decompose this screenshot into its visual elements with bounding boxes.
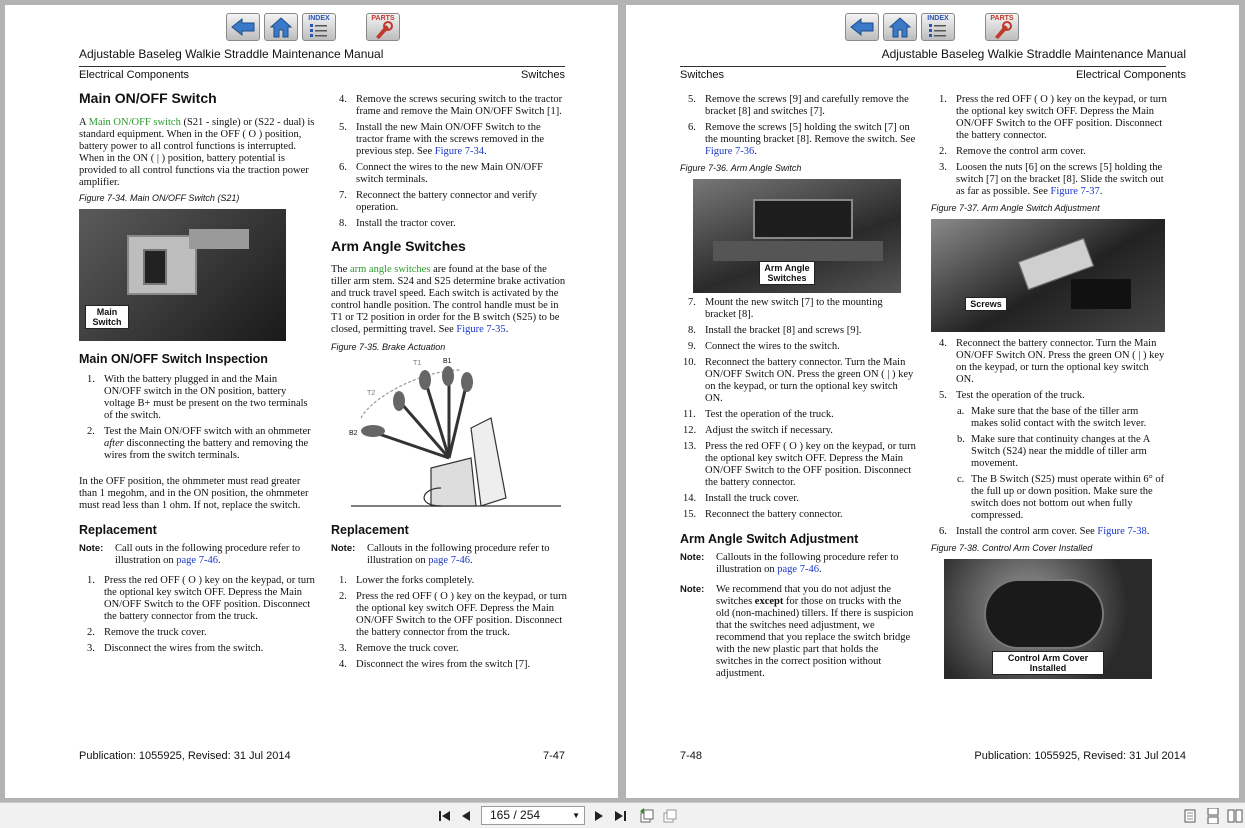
heading-arm-angle: Arm Angle Switches: [331, 238, 466, 254]
control-arm-cover: [984, 579, 1104, 649]
footer-page-number: 7-47: [542, 750, 565, 762]
step-text: Remove the screws [9] and carefully remove the bracket [8] and switches [7].: [705, 94, 909, 117]
intro-pre: A: [79, 117, 89, 128]
list-item: [931, 390, 1167, 402]
left-page: [5, 5, 618, 798]
figure-7-34-photo: [79, 209, 286, 341]
step-number: 15.: [683, 509, 697, 520]
step-text: Install the bracket [8] and screws [9].: [705, 325, 862, 336]
right-page: [626, 5, 1239, 798]
list-item: [79, 374, 315, 422]
step-text: Remove the truck cover.: [104, 627, 207, 638]
back-button[interactable]: [226, 13, 260, 41]
note-block: [79, 543, 315, 567]
figure-7-34-caption: Figure 7-34. Main ON/OFF Switch (S21): [79, 193, 240, 203]
step-number: 2.: [87, 426, 95, 437]
section-label-right: Electrical Components: [1075, 69, 1186, 81]
main-switch-link[interactable]: Main ON/OFF switch: [88, 117, 181, 128]
two-page-view-button[interactable]: [1226, 807, 1244, 825]
adj-note-1: [680, 552, 916, 576]
step-number: 1.: [939, 94, 947, 105]
header-rule: [79, 66, 565, 67]
step-number: 4.: [339, 94, 347, 105]
note-body: Callouts in the following procedure refer to illustration on: [716, 552, 899, 575]
list-item: [79, 643, 315, 655]
bracket-shadow: [1071, 279, 1131, 309]
step-number: 2.: [339, 591, 347, 602]
home-button[interactable]: [264, 13, 298, 41]
single-page-view-button[interactable]: [1182, 807, 1198, 825]
step-text: Connect the wires to the switch.: [705, 341, 840, 352]
chevron-down-icon[interactable]: ▼: [572, 811, 580, 820]
step-text: Remove the screws securing switch to the tractor frame and remove the Main ON/OFF Switch [1].: [356, 94, 563, 117]
footer-publication: Publication: 1055925, Revised: 31 Jul 2014: [79, 750, 291, 762]
list-item: [931, 474, 1167, 522]
right-column: [331, 94, 567, 675]
arm-intro-paragraph: [331, 264, 567, 336]
label-b2: B2: [349, 430, 358, 437]
back-arrow-icon: [229, 15, 257, 39]
step-number: 12.: [683, 425, 697, 436]
list-item: [680, 493, 916, 505]
note-end-2: .: [469, 555, 473, 566]
list-item: [331, 94, 567, 118]
switch-rocker: [143, 249, 167, 285]
step-text-end: .: [754, 146, 757, 157]
next-page-icon: [593, 809, 605, 823]
list-item: [79, 426, 315, 462]
figure-7-35-drawing: [331, 358, 561, 508]
step-number: 5.: [339, 122, 347, 133]
step-number: 4.: [939, 338, 947, 349]
tiller-base: [713, 241, 883, 261]
step-text: Press the red OFF ( O ) key on the keypad, or turn the optional key switch OFF. Depress the Main ON/OFF Switch to the OFF position. Disconnect the battery connector.: [705, 441, 916, 488]
list-item: [931, 94, 1167, 142]
step-number: 8.: [688, 325, 696, 336]
footer-publication-right: Publication: 1055925, Revised: 31 Jul 2014: [974, 750, 1186, 762]
arm-intro-end: .: [505, 324, 509, 335]
right-page-right-column: [931, 94, 1167, 679]
note-label-2: Note:: [680, 584, 705, 595]
list-item: [680, 441, 916, 489]
heading-adjustment: Arm Angle Switch Adjustment: [680, 532, 859, 546]
section-label: Electrical Components: [79, 69, 190, 81]
figure-7-38-link[interactable]: Figure 7-38: [1097, 526, 1147, 537]
step-number: 7.: [688, 297, 696, 308]
back-button-right[interactable]: [845, 13, 879, 41]
step-text: Press the red OFF ( O ) key on the keypad, or turn the optional key switch OFF. Depress the Main ON/OFF Switch to the OFF position. Disconnect the battery connector.: [956, 94, 1167, 141]
step-text: Reconnect the battery connector and verify operation.: [356, 190, 538, 213]
next-page-button[interactable]: [592, 807, 606, 825]
brake-actuation-diagram: [331, 358, 561, 508]
parts-button[interactable]: [366, 13, 400, 41]
right-page-left-column: [680, 94, 916, 688]
step-number: 10.: [683, 357, 697, 368]
page-number-value: 165 / 254: [490, 808, 541, 822]
list-item: [680, 509, 916, 521]
figure-7-37-link[interactable]: Figure 7-37: [1050, 186, 1100, 197]
step-text: Remove the screws [5] holding the switch [7] on the mounting bracket [8]. Remove the switch. See: [705, 122, 916, 145]
note-label: Note:: [680, 552, 705, 563]
note-body-2: Callouts in the following procedure refer to illustration on: [367, 543, 550, 566]
substep-text: Make sure that continuity changes at the A Switch (S24) near the middle of tiller arm movement.: [971, 434, 1150, 469]
step-number: 1.: [87, 374, 95, 385]
main-switch-callout: Main Switch: [85, 305, 129, 329]
adj-steps-4-5: [931, 338, 1167, 402]
note-pre: We recommend that you do not adjust the switches: [716, 584, 891, 607]
two-page-icon: [1227, 809, 1243, 823]
substep-text: Make sure that the base of the tiller arm makes solid contact with the switch lever.: [971, 406, 1147, 429]
step-text: With the battery plugged in and the Main ON/OFF switch in the ON position, battery voltage B+ must be present on the two terminals of the switch.: [104, 374, 308, 421]
list-item: [680, 425, 916, 437]
arm-angle-link[interactable]: arm angle switches: [349, 264, 431, 275]
step-number: 4.: [339, 659, 347, 670]
list-item: [680, 297, 916, 321]
step-text-end: .: [1146, 526, 1150, 537]
step-emphasis: after: [104, 438, 124, 449]
step-number: 3.: [939, 162, 947, 173]
inspection-paragraph: In the OFF position, the ohmmeter must read greater than 1 megohm, and in the ON position, the ohmmeter must read less than 1 ohm. If not, replace the switch.: [79, 476, 309, 511]
last-page-button[interactable]: [612, 807, 628, 825]
step-number: 5.: [688, 94, 696, 105]
switch-bracket: [753, 199, 853, 239]
single-page-icon: [1184, 809, 1196, 823]
last-page-icon: [613, 809, 627, 823]
note-bold: except: [754, 596, 784, 607]
label-t2: T2: [367, 390, 376, 397]
label-b1: B1: [443, 358, 452, 365]
step-text: Test the Main ON/OFF switch with an ohmmeter: [104, 426, 311, 437]
replacement-steps-b: [331, 94, 567, 230]
step-text: Disconnect the wires from the switch.: [104, 643, 264, 654]
heading-inspection: Main ON/OFF Switch Inspection: [79, 352, 268, 366]
step-text-end: disconnecting the battery and removing the wires from the switch terminals.: [104, 438, 309, 461]
arm-intro-pre: The: [331, 264, 350, 275]
step-number: 2.: [939, 146, 947, 157]
index-button-right[interactable]: [921, 13, 955, 41]
steps-5-6: [680, 94, 916, 158]
step-text: Mount the new switch [7] to the mounting bracket [8].: [705, 297, 883, 320]
first-page-button[interactable]: [437, 807, 453, 825]
step-number: 13.: [683, 441, 697, 452]
substep-letter: a.: [957, 406, 965, 417]
figure-7-36-photo: [693, 179, 901, 293]
step-number: 9.: [688, 341, 696, 352]
first-page-icon: [438, 809, 452, 823]
step-text: Install the control arm cover. See: [956, 526, 1098, 537]
continuous-page-icon: [1207, 808, 1219, 824]
step-number: 1.: [87, 575, 95, 586]
inspection-steps: [79, 374, 315, 462]
list-item: [331, 659, 567, 671]
arm-angle-switches-callout: Arm Angle Switches: [759, 261, 815, 285]
header-rule-right: [680, 66, 1166, 67]
step-number: 7.: [339, 190, 347, 201]
replacement-steps-2: [331, 575, 567, 671]
step-text: Remove the control arm cover.: [956, 146, 1086, 157]
heading-replacement-2: Replacement: [331, 523, 409, 537]
step-number: 2.: [87, 627, 95, 638]
list-item: [680, 409, 916, 421]
step-number: 14.: [683, 493, 697, 504]
step-text: Adjust the switch if necessary.: [705, 425, 833, 436]
note-post: for those on trucks with the old (non-machined) tillers. If there is suspicion that the switches need adjustment, we recommend that you replace the switch bridge with the new plastic part that holds the switches in the correct position without adjustment.: [716, 596, 914, 679]
heading-replacement: Replacement: [79, 523, 157, 537]
list-item: [931, 146, 1167, 158]
list-item: [331, 218, 567, 230]
note-body: Call outs in the following procedure refer to illustration on: [115, 543, 301, 566]
page-7-46-link[interactable]: page 7-46: [176, 555, 218, 566]
page-number-input[interactable]: [481, 806, 585, 825]
step-text: Install the new Main ON/OFF Switch to the tractor frame with the screws removed in the previous step. See: [356, 122, 545, 157]
heading-main-switch: Main ON/OFF Switch: [79, 90, 217, 106]
step-number: 3.: [87, 643, 95, 654]
adj-step-6: [931, 526, 1167, 538]
list-item: [931, 526, 1167, 538]
step-text: Lower the forks completely.: [356, 575, 475, 586]
figure-7-34-link[interactable]: Figure 7-34: [434, 146, 485, 157]
list-item: [331, 122, 567, 158]
parts-button-right[interactable]: [985, 13, 1019, 41]
note-text-2: [367, 543, 567, 567]
adj-note-1-text: [716, 552, 916, 576]
page-7-46-link-3[interactable]: page 7-46: [777, 564, 819, 575]
intro-text: (S21 - single) or (S22 - dual) is standard equipment. When in the OFF ( O ) position, battery power to all control functions is interrupted. When in the ON ( | ) position, battery potential is provided to all control functions via the traction power amplifier.: [79, 117, 315, 188]
step-text: Press the red OFF ( O ) key on the keypad, or turn the optional key switch OFF. Depress the Main ON/OFF Switch to the OFF position. Disconnect the battery connector from the truck.: [356, 591, 567, 638]
note-text: [115, 543, 315, 567]
adj-note-2-text: [716, 584, 916, 680]
next-view-icon: [662, 808, 678, 824]
list-item: [331, 575, 567, 587]
list-item: [931, 434, 1167, 470]
left-column: [79, 92, 315, 659]
step-number: 5.: [939, 390, 947, 401]
list-item: [931, 162, 1167, 198]
step-text: Test the operation of the truck.: [705, 409, 834, 420]
step-text: Connect the wires to the new Main ON/OFF switch terminals.: [356, 162, 543, 185]
figure-7-37-photo: [931, 219, 1165, 332]
list-item: [680, 122, 916, 158]
list-item: [79, 627, 315, 639]
step-text-end: .: [484, 146, 487, 157]
list-item: [680, 357, 916, 405]
control-arm-cover-callout: Control Arm Cover Installed: [992, 651, 1104, 675]
previous-view-icon: [639, 808, 655, 824]
go-forward-view-button[interactable]: [661, 807, 679, 825]
list-item: [931, 338, 1167, 386]
list-item: [680, 94, 916, 118]
adj-substeps: [931, 406, 1167, 522]
manual-title: Adjustable Baseleg Walkie Straddle Maintenance Manual: [79, 47, 384, 61]
adj-steps-1-3: [931, 94, 1167, 198]
switch-connector: [189, 229, 249, 249]
substep-text: The B Switch (S25) must operate within 6° of the full up or down position. Make sure the switch does not bottom out when fully compressed.: [971, 474, 1165, 521]
step-text: Install the tractor cover.: [356, 218, 456, 229]
home-icon: [886, 15, 914, 39]
index-button-label: INDEX: [308, 15, 330, 22]
label-t1: T1: [413, 360, 422, 367]
steps-7-15: [680, 297, 916, 521]
step-number: 3.: [339, 643, 347, 654]
step-number: 1.: [339, 575, 347, 586]
parts-button-label: PARTS: [990, 15, 1014, 22]
note-end: .: [818, 564, 822, 575]
viewer-toolbar: [0, 802, 1245, 828]
figure-7-35-caption: Figure 7-35. Brake Actuation: [331, 342, 446, 352]
footer-page-number-right: 7-48: [680, 750, 703, 762]
substep-letter: c.: [957, 474, 965, 485]
figure-7-38-photo: [944, 559, 1152, 679]
step-text: Reconnect the battery connector.: [705, 509, 843, 520]
note-label-2: Note:: [331, 543, 356, 554]
replacement-steps-a: [79, 575, 315, 655]
adj-note-2: [680, 584, 916, 680]
step-text: Test the operation of the truck.: [956, 390, 1085, 401]
list-item: [680, 325, 916, 337]
subsection-label-right: Switches: [680, 69, 725, 81]
step-text-end: .: [1099, 186, 1103, 197]
parts-button-label: PARTS: [371, 15, 395, 22]
step-text: Loosen the nuts [6] on the screws [5] holding the switch [7] on the bracket [8]. Slide the switch out as far as possible. See: [956, 162, 1164, 197]
list-item: [79, 575, 315, 623]
figure-7-35-link[interactable]: Figure 7-35: [456, 324, 506, 335]
intro-paragraph: [79, 117, 315, 189]
step-text: Press the red OFF ( O ) key on the keypad, or turn the optional key switch OFF. Depress the Main ON/OFF Switch to the OFF position. Disconnect the battery connector from the truck.: [104, 575, 315, 622]
arm-intro-text: are found at the base of the tiller arm stem. S24 and S25 determine brake activation and truck travel speed. Each switch is activated by the control handle position. The control handle must be in T1 or T2 position in order for the B switch (S25) to be closed, permitting travel. See: [331, 264, 566, 335]
list-item: [680, 341, 916, 353]
step-number: 6.: [939, 526, 947, 537]
step-text: Disconnect the wires from the switch [7].: [356, 659, 531, 670]
subsection-label: Switches: [520, 69, 565, 81]
note-end: .: [217, 555, 221, 566]
figure-7-36-caption: Figure 7-36. Arm Angle Switch: [680, 163, 802, 173]
list-item: [931, 406, 1167, 430]
list-item: [331, 591, 567, 639]
figure-7-37-caption: Figure 7-37. Arm Angle Switch Adjustment: [931, 203, 1100, 213]
step-number: 11.: [683, 409, 696, 420]
index-button[interactable]: [302, 13, 336, 41]
list-item: [331, 190, 567, 214]
index-button-label: INDEX: [927, 15, 949, 22]
continuous-view-button[interactable]: [1205, 807, 1221, 825]
home-button-right[interactable]: [883, 13, 917, 41]
step-number: 6.: [688, 122, 696, 133]
go-back-view-button[interactable]: [638, 807, 656, 825]
back-arrow-icon: [848, 15, 876, 39]
list-item: [331, 643, 567, 655]
figure-7-38-caption: Figure 7-38. Control Arm Cover Installed: [931, 543, 1093, 553]
previous-page-button[interactable]: [459, 807, 473, 825]
page-7-46-link-2[interactable]: page 7-46: [428, 555, 470, 566]
step-text: Reconnect the battery connector. Turn the Main ON/OFF Switch ON. Press the green ON ( | ) key on the keypad, or turn the optional key switch ON.: [705, 357, 914, 404]
step-number: 6.: [339, 162, 347, 173]
step-text: Remove the truck cover.: [356, 643, 459, 654]
note-label: Note:: [79, 543, 104, 554]
previous-page-icon: [460, 809, 472, 823]
step-text: Install the truck cover.: [705, 493, 799, 504]
note-block-2: [331, 543, 567, 567]
step-text: Reconnect the battery connector. Turn the Main ON/OFF Switch ON. Press the green ON ( | ) key on the keypad, or turn the optional key switch ON.: [956, 338, 1165, 385]
substep-letter: b.: [957, 434, 965, 445]
figure-7-36-link[interactable]: Figure 7-36: [705, 146, 755, 157]
list-item: [331, 162, 567, 186]
home-icon: [267, 15, 295, 39]
screws-callout: Screws: [965, 297, 1007, 311]
manual-title-right: Adjustable Baseleg Walkie Straddle Maintenance Manual: [881, 47, 1186, 61]
step-number: 8.: [339, 218, 347, 229]
